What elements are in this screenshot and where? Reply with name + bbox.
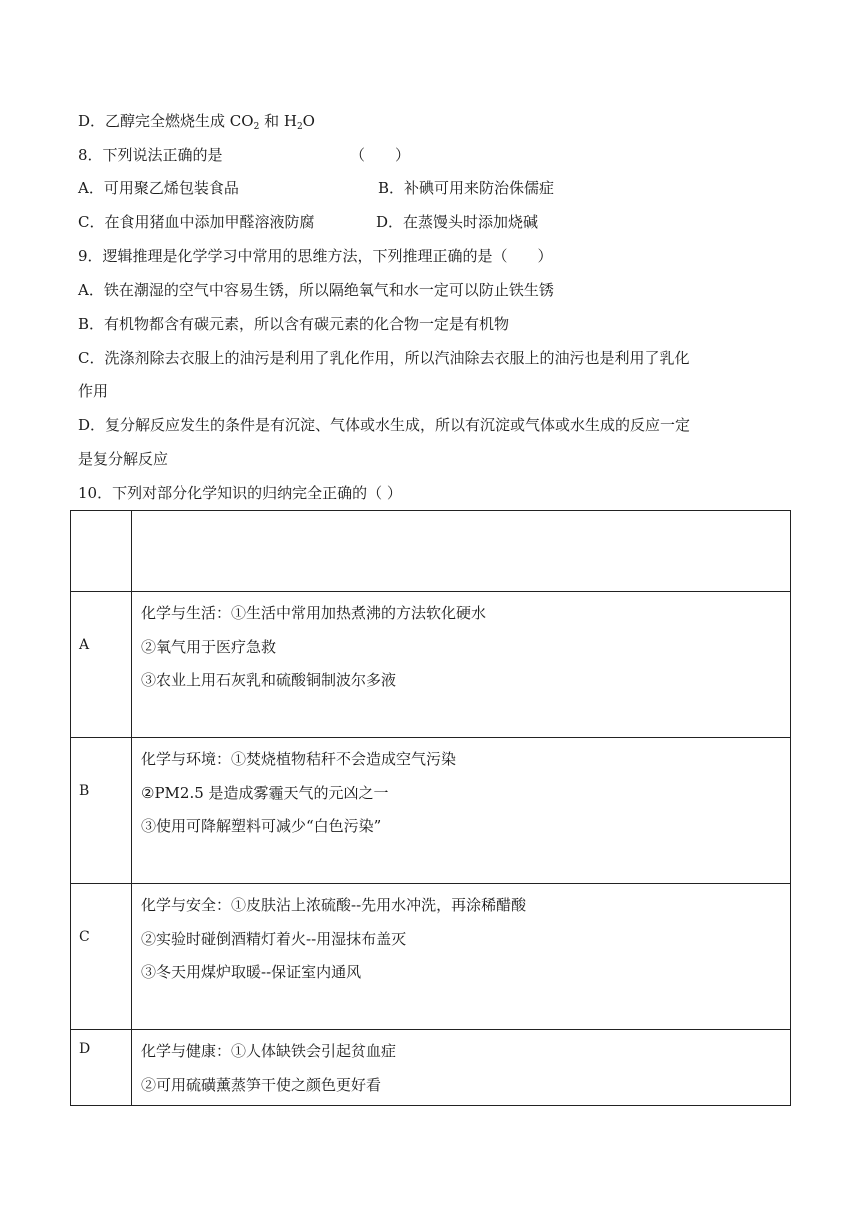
row-label: A (79, 637, 90, 653)
row-line-2: ②可用硫磺薰蒸笋干使之颜色更好看 (141, 1076, 382, 1094)
row-line-3: ③农业上用石灰乳和硫酸铜制波尔多液 (141, 671, 397, 689)
row-line-1: 化学与环境：①焚烧植物秸秆不会造成空气污染 (141, 750, 457, 768)
row-line-1: 化学与健康：①人体缺铁会引起贫血症 (141, 1042, 397, 1060)
question-8-option-c: C．在食用猪血中添加甲醛溶液防腐 (78, 213, 315, 231)
q7d-text-3: O (302, 112, 315, 130)
q7d-text-2: 和 H (259, 112, 297, 130)
table-header-row (71, 511, 790, 592)
row-line-1: 化学与生活：①生活中常用加热煮沸的方法软化硬水 (141, 604, 487, 622)
row-line-2: ②PM2.5 是造成雾霾天气的元凶之一 (141, 784, 389, 802)
row-line-3: ③使用可降解塑料可减少“白色污染” (141, 817, 382, 835)
question-9-option-c-line-2: 作用 (78, 382, 109, 400)
table-row-c (71, 884, 790, 1030)
knowledge-table (70, 510, 791, 1106)
table-row-d (71, 1030, 790, 1107)
question-8-option-b: B．补碘可用来防治侏儒症 (378, 179, 555, 197)
question-9-option-b: B．有机物都含有碳元素，所以含有碳元素的化合物一定是有机物 (78, 315, 510, 333)
question-8: 8．下列说法正确的是 （ ） (78, 146, 411, 164)
row-line-3: ③冬天用煤炉取暖--保证室内通风 (141, 963, 362, 981)
row-label: B (79, 783, 90, 799)
question-9-option-d-line-1: D．复分解反应发生的条件是有沉淀、气体或水生成，所以有沉淀或气体或水生成的反应一定 (78, 416, 691, 434)
question-10: 10．下列对部分化学知识的归纳完全正确的（ ） (78, 484, 402, 502)
row-line-2: ②氧气用于医疗急救 (141, 638, 277, 656)
question-7-option-d (78, 111, 315, 137)
q7d-subscript-h2o: 2 (296, 122, 303, 132)
q7d-subscript-co2: 2 (253, 122, 260, 132)
question-9: 9．逻辑推理是化学学习中常用的思维方法，下列推理正确的是（ ） (78, 247, 553, 265)
question-9-option-a: A．铁在潮湿的空气中容易生锈，所以隔绝氧气和水一定可以防止铁生锈 (78, 281, 554, 299)
table-row-b (71, 738, 790, 884)
question-9-option-d-line-2: 是复分解反应 (78, 450, 169, 468)
row-line-1: 化学与安全：①皮肤沾上浓硫酸--先用水冲洗，再涂稀醋酸 (141, 896, 527, 914)
question-9-option-c-line-1: C．洗涤剂除去衣服上的油污是利用了乳化作用，所以汽油除去衣服上的油污也是利用了乳化 (78, 349, 690, 367)
question-8-option-a: A．可用聚乙烯包装食品 (78, 179, 239, 197)
question-8-option-d: D．在蒸馒头时添加烧碱 (376, 213, 539, 231)
row-label: D (79, 1041, 91, 1057)
row-line-2: ②实验时碰倒酒精灯着火--用湿抹布盖灭 (141, 930, 407, 948)
q7d-text-1: D．乙醇完全燃烧生成 CO (78, 112, 254, 130)
row-label: C (79, 929, 90, 945)
table-row-a (71, 592, 790, 738)
